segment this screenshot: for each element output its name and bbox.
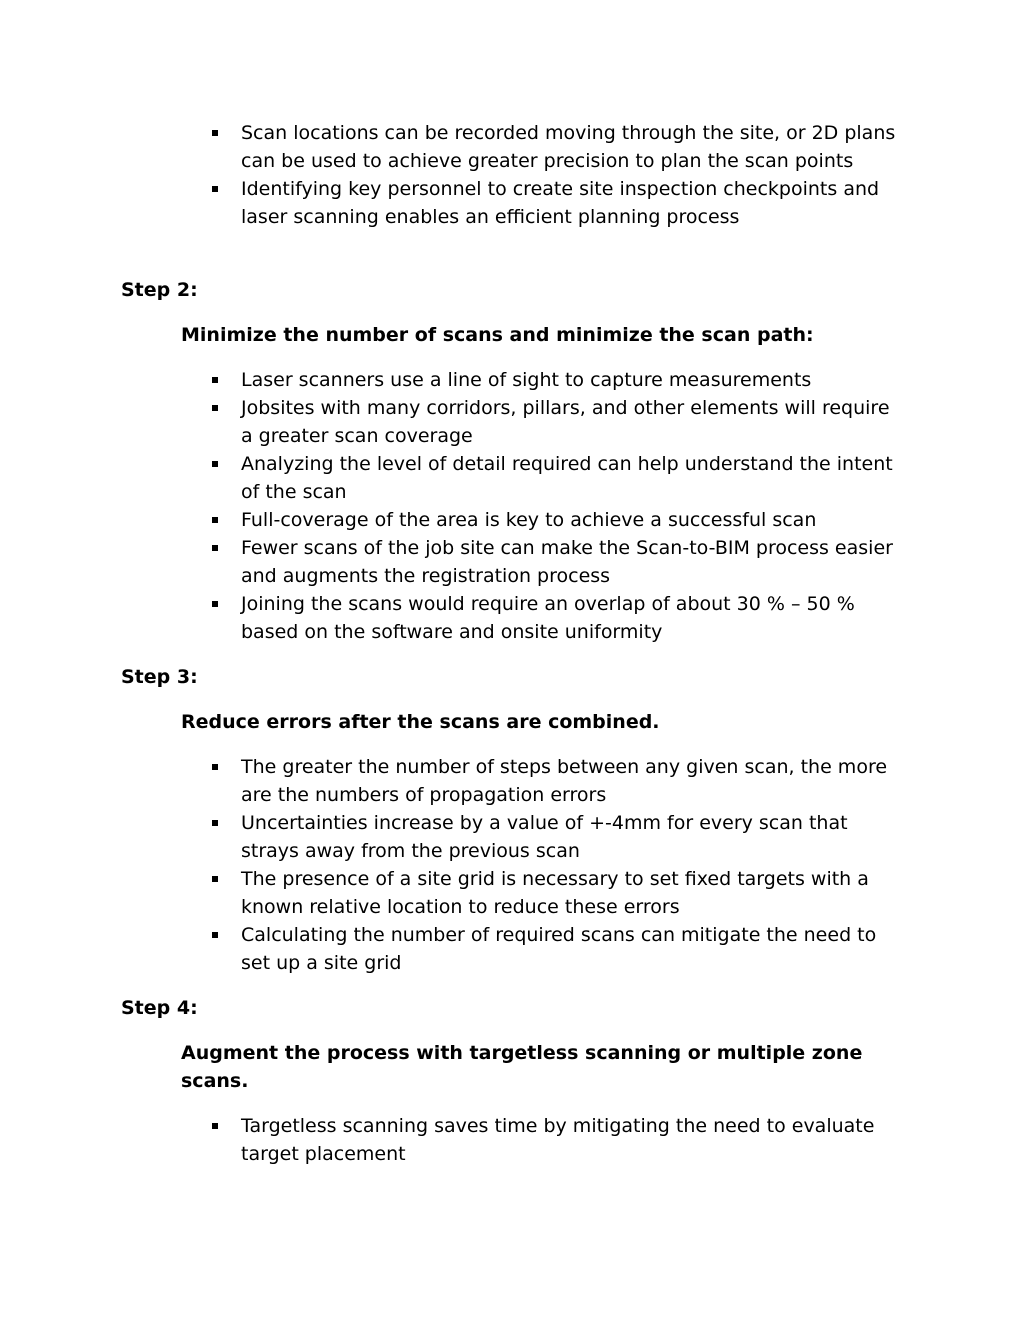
step-3-label: Step 3: [121,666,198,688]
square-bullet-icon [212,764,218,770]
square-bullet-icon [212,186,218,192]
square-bullet-icon [212,545,218,551]
square-bullet-icon [212,601,218,607]
bullet-text: Uncertainties increase by a value of +-4mm for every scan that strays away from the previous scan [241,812,848,862]
list-item [210,753,900,809]
bullet-text: Joining the scans would require an overlap of about 30 % – 50 % based on the software and onsite uniformity [241,593,855,643]
list-item [210,175,900,231]
square-bullet-icon [212,932,218,938]
square-bullet-icon [212,820,218,826]
step-2-bullet-list [210,366,900,646]
square-bullet-icon [212,517,218,523]
list-item [210,534,900,590]
bullet-text: The presence of a site grid is necessary to set fixed targets with a known relative location to reduce these errors [241,868,869,918]
bullet-text: The greater the number of steps between any given scan, the more are the numbers of propagation errors [241,756,888,806]
bullet-text: Fewer scans of the job site can make the Scan-to-BIM process easier and augments the registration process [241,537,893,587]
step-2-heading: Minimize the number of scans and minimize the scan path: [181,324,814,346]
list-item [210,809,900,865]
intro-bullet-list [210,119,900,231]
bullet-text: Calculating the number of required scans can mitigate the need to set up a site grid [241,924,877,974]
bullet-text: Identifying key personnel to create site inspection checkpoints and laser scanning enables an efficient planning process [241,178,880,228]
square-bullet-icon [212,876,218,882]
bullet-text: Targetless scanning saves time by mitigating the need to evaluate target placement [241,1115,875,1165]
step-4-label: Step 4: [121,997,198,1019]
list-item [210,394,900,450]
step-4-heading: Augment the process with targetless scanning or multiple zone scans. [181,1042,863,1092]
step-4-bullet-list [210,1112,900,1168]
list-item [210,366,900,394]
bullet-text: Full-coverage of the area is key to achieve a successful scan [241,509,817,531]
list-item [210,119,900,175]
square-bullet-icon [212,405,218,411]
list-item [210,506,900,534]
list-item [210,1112,900,1168]
bullet-text: Analyzing the level of detail required can help understand the intent of the scan [241,453,893,503]
square-bullet-icon [212,461,218,467]
step-3-heading: Reduce errors after the scans are combined. [181,711,660,733]
square-bullet-icon [212,130,218,136]
list-item [210,450,900,506]
bullet-text: Scan locations can be recorded moving through the site, or 2D plans can be used to achieve greater precision to plan the scan points [241,122,896,172]
square-bullet-icon [212,377,218,383]
list-item [210,590,900,646]
bullet-text: Jobsites with many corridors, pillars, and other elements will require a greater scan coverage [241,397,890,447]
list-item [210,865,900,921]
square-bullet-icon [212,1123,218,1129]
step-2-label: Step 2: [121,279,198,301]
bullet-text: Laser scanners use a line of sight to capture measurements [241,369,812,391]
step-3-bullet-list [210,753,900,977]
list-item [210,921,900,977]
